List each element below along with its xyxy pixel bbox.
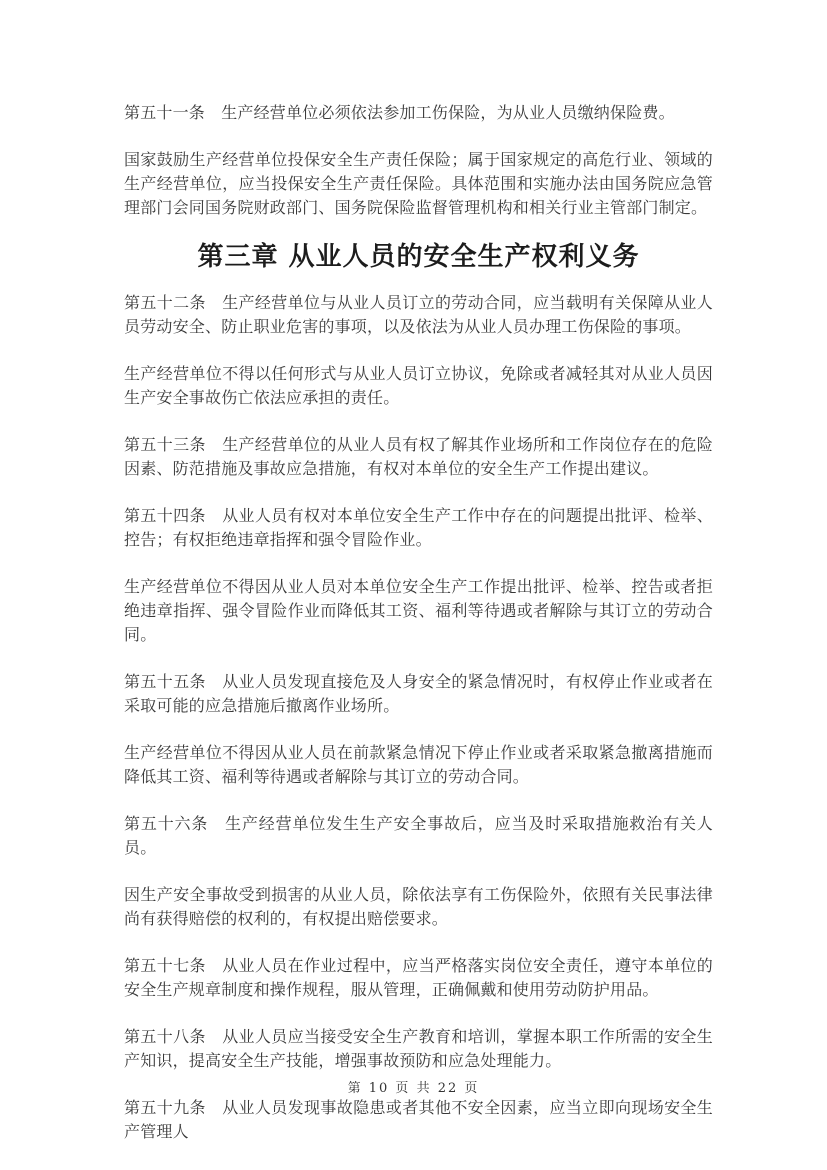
paragraph-insurance-encouragement: 国家鼓励生产经营单位投保安全生产责任保险；属于国家规定的高危行业、领域的生产经营单位，应当投保安全生产责任保险。具体范围和实施办法由国务院应急管理部门会同国务院财政部门、国务院保险监督管理机构和相关行业主管部门制定。 [124,150,713,217]
paragraph-article-58: 第五十八条 从业人员应当接受安全生产教育和培训，掌握本职工作所需的安全生产知识，提高安全生产技能，增强事故预防和应急处理能力。 [124,1027,713,1070]
paragraph-article-54-clause-2: 生产经营单位不得因从业人员对本单位安全生产工作提出批评、检举、控告或者拒绝违章指挥、强令冒险作业而降低其工资、福利等待遇或者解除与其订立的劳动合同。 [124,577,713,644]
paragraph-article-51: 第五十一条 生产经营单位必须依法参加工伤保险，为从业人员缴纳保险费。 [124,103,675,122]
page-number-footer: 第 10 页 共 22 页 [347,1081,480,1096]
chapter-3-heading: 第三章 从业人员的安全生产权利义务 [197,242,640,272]
paragraph-article-55-clause-2: 生产经营单位不得因从业人员在前款紧急情况下停止作业或者采取紧急撤离措施而降低其工资、福利等待遇或者解除与其订立的劳动合同。 [124,743,713,786]
paragraph-article-59: 第五十九条 从业人员发现事故隐患或者其他不安全因素，应当立即向现场安全生产管理人 [124,1098,713,1141]
paragraph-article-57: 第五十七条 从业人员在作业过程中，应当严格落实岗位安全责任，遵守本单位的安全生产规章制度和操作规程，服从管理，正确佩戴和使用劳动防护用品。 [124,956,713,999]
paragraph-article-53: 第五十三条 生产经营单位的从业人员有权了解其作业场所和工作岗位存在的危险因素、防范措施及事故应急措施，有权对本单位的安全生产工作提出建议。 [124,435,713,478]
paragraph-article-55: 第五十五条 从业人员发现直接危及人身安全的紧急情况时，有权停止作业或者在采取可能的应急措施后撤离作业场所。 [124,672,713,715]
paragraph-article-52-clause-2: 生产经营单位不得以任何形式与从业人员订立协议，免除或者减轻其对从业人员因生产安全事故伤亡依法应承担的责任。 [124,364,713,407]
paragraph-article-52: 第五十二条 生产经营单位与从业人员订立的劳动合同，应当载明有关保障从业人员劳动安全、防止职业危害的事项，以及依法为从业人员办理工伤保险的事项。 [124,293,713,336]
paragraph-article-56-clause-2: 因生产安全事故受到损害的从业人员，除依法享有工伤保险外，依照有关民事法律尚有获得赔偿的权利的，有权提出赔偿要求。 [124,885,713,928]
document-content [124,101,713,1167]
paragraph-article-56: 第五十六条 生产经营单位发生生产安全事故后，应当及时采取措施救治有关人员。 [124,814,713,857]
paragraph-article-54: 第五十四条 从业人员有权对本单位安全生产工作中存在的问题提出批评、检举、控告；有权拒绝违章指挥和强令冒险作业。 [124,506,713,549]
